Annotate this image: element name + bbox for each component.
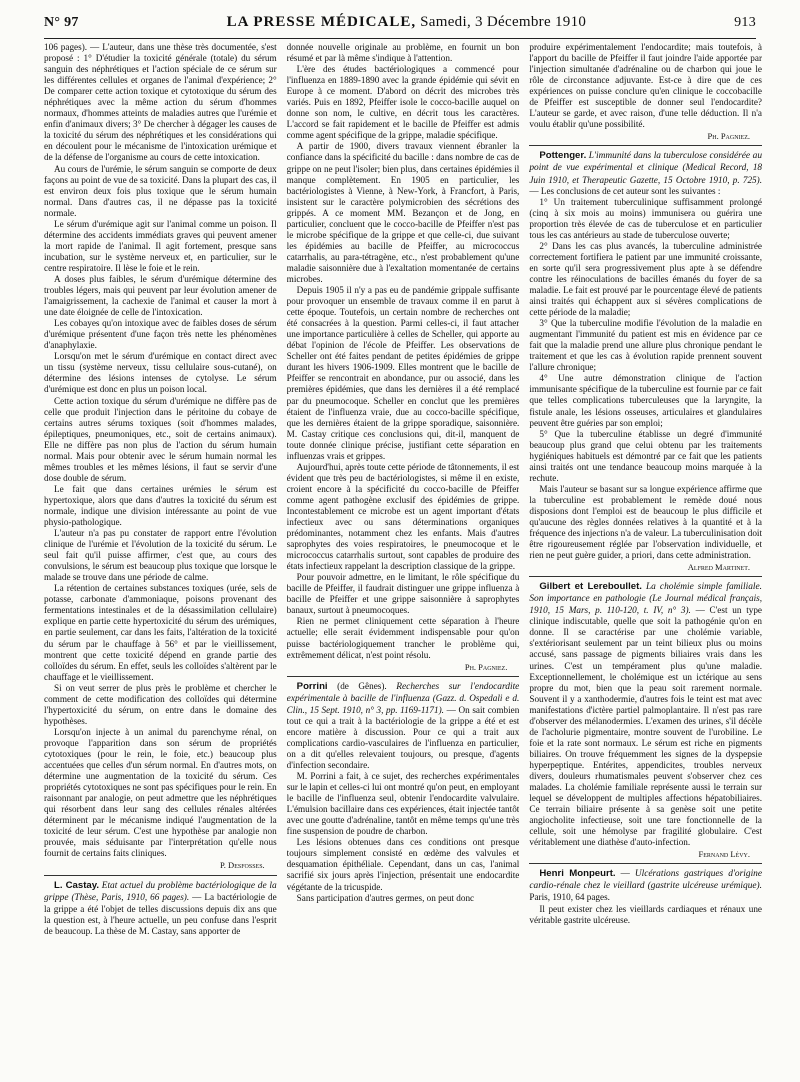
paragraph: Cette action toxique du sérum d'urémique ne diffère pas de celle que produit l'injection dans le péritoine du cobaye de certains autres sérums toxiques (soit d'hommes malades, épileptiques, pneumoniques, etc., soit de certains animaux). Elle ne diffère pas non plus de l'action du sérum humain normal. Mais pour obtenir avec le sérum humain normal les mêmes troubles et les mêmes lésions, il faut se servir d'une dose double de sérum. [44,395,277,483]
paragraph: 5° Que la tuberculine établisse un degré d'immunité beaucoup plus grand que celui obtenu par les traitements hygiéniques habituels est démontré par ce fait que les patients ainsi traités ont une tendance beaucoup moins marquée à la rechute. [529,428,763,483]
column-right [529,42,762,1078]
review-title: La cholémie simple familiale. Son importance en pathologie [529,582,763,605]
paragraph: Si on veut serrer de plus près le problème et chercher le comment de cette modification des colloïdes qui détermine l'hypertoxicité du sérum, on entre dans le domaine des hypothèses. [44,682,277,726]
paragraph: Mais l'auteur se basant sur sa longue expérience affirme que la tuberculine est probablement le remède doué nous disposions dont l'emploi est de beaucoup le plus difficile et qu'aucune des règles données relatives à la quantité et à la fréquence des injections n'a de valeur. La tuberculinisation doit être rigoureusement réglée par l'observation individuelle, et rien ne peut guère guider, a priori, dans cette administration. [529,483,763,561]
issue-number: N° 97 [44,15,79,30]
review-separator [287,676,520,677]
review-title: Recherches sur l'endocardite expérimentale à bacille de l'influenza [286,681,520,704]
review-signature: Alfred Martinet. [687,562,751,573]
review-signature: P. Desfosses. [220,860,265,871]
paragraph: Sans participation d'autres germes, on peut donc [296,892,475,903]
issue-date: Samedi, 3 Décembre 1910 [420,14,587,30]
paragraph: produire expérimentalement l'endocardite; mais toutefois, à l'apport du bacille de Pfeiffer il faut joindre l'aide apportée par l'injection simultanée d'adrénaline ou de charbon qui joue le rôle de circonstance adjuvante. Est-ce à dire que de ces expériences on puisse conclure qu'en clinique le coccobacille de Pfeiffer est susceptible de donner seul l'endocardite? L'auteur se garde, et avec raison, d'une telle déduction. Il n'a voulu établir qu'une possibilité. [529,42,763,130]
review-text: — On sait combien tout ce qui a trait à la bactériologie de la grippe a été et est encore matière à discussion. Pour ce qui a trait aux complications cardio-vasculaires de l'influenza en particulier, on a dit qu'elles relevaient toujours, ou presque, d'agents d'infection secondaire. [286,704,520,770]
review-title: Etat actuel du problème bactériologique de la grippe [44,880,277,903]
paragraph: Aujourd'hui, après toute cette période de tâtonnements, il est évident que très peu de bactériologistes, si même il en existe, croient encore à la spécificité du cocco-bacille de Pfeiffer comme agent pathogène exclusif des épidémies de grippe. Incontestablement ce microbe est un agent important d'états infectieux avec ou sans déterminations organiques prédominantes, notamment chez les enfants. Mais d'autres saprophytes des voies respiratoires, le pneumocoque et le micrococcus catarrhalis surtout, sont capables de produire des états infectieux rappelant la description classique de la grippe. [286,461,520,572]
review-gilbert-lereboullet [529,581,762,848]
review-source: (Medical Record, 18 Juin 1910, et Therapeutic Gazette, 15 Octobre 1910, p. 725). [529,162,763,185]
paragraph: 3° Que la tuberculine modifie l'évolution de la maladie en augmentant l'immunité du patient est mis en évidence par ce fait que la maladie prend une allure plus chronique pendant le traitement et que les cas à évolution rapide prennent souvent l'allure chronique; [529,318,763,373]
review-author: Gilbert et Lereboullet. [539,581,642,593]
review-city: (de Gênes). [337,680,387,691]
review-source: (Le Journal médical français, 1910, 15 Mars, p. 110-120, t. IV, n° 3). [529,593,763,616]
review-separator [529,863,762,864]
page-number: 913 [734,15,756,30]
review-title: L'immunité dans la tuberculose considérée au point de vue expérimental et clinique [529,151,763,174]
paragraph: Les lésions obtenues dans ces conditions ont presque toujours simplement consisté en œdème des valvules et desquamation épithéliale. Cependant, dans un cas, l'animal sacrifié six jours après l'injection, présentait une endocardite végétante de la tricuspide. [286,837,520,892]
review-castay [44,880,277,937]
page-header [44,14,756,36]
review-author: Pottenger. [539,150,587,162]
review-porrini [287,681,520,771]
paragraph: L'auteur n'a pas pu constater de rapport entre l'évolution clinique de l'urémie et l'évolution de la toxicité du sérum. Le seul fait qu'il puisse affirmer, c'est que, au cours des convulsions, le sérum est beaucoup plus toxique que lorsque le malade se trouve dans une période de calme. [44,528,277,583]
review-source: (Thèse, Paris, 1910, 66 pages). [71,891,190,902]
review-separator [529,576,762,577]
review-text: — C'est un type clinique indiscutable, quelle que soit la pathogénie qu'on en donne. Il se caractérise par une cholémie variable, s'extériorisant seulement par un teint bilieux plus ou moins accusé, sans passage de pigments biliaires vrais dans les urines. C'est un tempérament plus qu'une maladie. Exceptionnellement, le cholémique est un ictérique au sens propre du mot, bien que la peau soit rarement normale. Souvent il y a xanthodermie, d'autres fois le teint est mat avec manifestations d'ictère partiel palmoplantaire. Il n'est pas rare d'observer des mélanodermies. L'examen des urines, s'il décèle de l'acholurie pigmentaire, montre souvent de l'urobiline. Le foie et la rate sont normaux. Le sérum est riche en pigments biliaires. On trouve fréquemment les signes de la dyspepsie hyperpeptique. Entérites, appendicites, troubles nerveux divers, douleurs rhumatismales peuvent s'observer chez ces malades. La cholémie familiale représente aussi le terrain sur lequel se développent de multiples affections hépatobiliaires. Ce terrain biliaire présente à sa genèse soit une petite angiocholite infectieuse, soit une tare fonctionnelle de la cellule, soit une hémolyse par fragilité globulaire. C'est véritablement une diathèse d'auto-infection. [529,605,763,848]
review-author: Henri Monpeurt. [539,868,616,880]
paragraph: Il peut exister chez les vieillards cardiaques et rénaux une véritable gastrite ulcéreuse. [529,903,763,925]
review-title: Ulcérations gastriques d'origine cardio-rénale chez le vieillard (gastrite ulcéreuse urémique). [529,869,763,892]
paragraph: 106 pages). — L'auteur, dans une thèse très documentée, s'est proposé : 1° D'étudier la toxicité générale (totale) du sérum sanguin des néphrétiques et l'action spéciale de ce sérum sur les différentes cellules et organes de l'animal d'expérience; 2° De comparer cette action toxique et cytotoxique du sérum des néphrétiques avec la même action du sérum d'hommes normaux, d'hommes atteints de maladies autres que l'urémie et enfin d'animaux divers; 3° De chercher à dégager les causes de la toxicité du sérum des néphrétiques et les considérations qui en découlent pour le mécanisme de l'intoxication urémique et de la défense de l'organisme au cours de cette intoxication. [44,42,277,163]
review-signature: Ph. Pagniez. [707,131,751,142]
paragraph: M. Porrini a fait, à ce sujet, des recherches expérimentales sur le lapin et celles-ci lui ont montré qu'on peut, en employant le bacille de l'influenza seul, obtenir l'endocardite valvulaire. L'émulsion bacillaire dans ces expériences, était injectée tantôt avec une goutte d'adrénaline, tantôt en même temps qu'une très fine suspension de poudre de charbon. [286,771,520,837]
paragraph: La rétention de certaines substances toxiques (urée, sels de potasse, carbonate d'ammoniaque, poisons provenant des fermentations intestinales et de la désassimilation cellulaire) explique en partie cette hypertoxicité du sérum des urémiques, en partie seulement, car dans les faits, l'altération de la toxicité du sérum par le chauffage à 56° et par le vieillissement, montrent que cette toxicité dépend en grande partie des colloïdes du sérum. En effet, seuls les colloïdes s'altèrent par le chauffage et le vieillissement. [44,583,277,682]
review-text: — La bactériologie de la grippe a été l'objet de telles discussions depuis dix ans que la question est, à l'heure actuelle, un peu confuse dans l'esprit de beaucoup. La thèse de M. Castay, sans apporter de [44,891,277,936]
paragraph: Le fait que dans certaines urémies le sérum est hypertoxique, alors que dans d'autres la toxicité du sérum est normale, indique une division intéressante au point de vue physio-pathologique. [44,483,277,528]
review-pottenger [529,150,762,196]
paragraph: 2° Dans les cas plus avancés, la tuberculine administrée correctement fortifiera le patient par une immunité croissante, en sorte qu'il sera progressivement plus apte à se défendre contre les réinoculations de bacilles émanés du foyer de sa maladie. Le fait est prouvé par le pourcentage élevé de patients ainsi traités qui échappent aux si sévères complications de cette période de la maladie; [529,240,763,318]
paragraph: Pour pouvoir admettre, en le limitant, le rôle spécifique du bacille de Pfeiffer, il faudrait distinguer une grippe influenza à bacille de Pfeiffer et une grippe saisonnière à saprophytes banaux, surtout à pneumocoques. [286,572,520,616]
paragraph: Le sérum d'urémique agit sur l'animal comme un poison. Il détermine des accidents immédiats graves qui peuvent amener la mort rapide de l'animal. Il agit fortement, presque sans incubation, sur le système nerveux et, en particulier, sur le centre respiratoire. Il lèse le foie et le rein. [44,218,277,273]
review-separator [529,145,762,146]
paragraph: 1° Un traitement tuberculinique suffisamment prolongé (cinq à six mois au moins) immunisera ou guérira une proportion très élevée de cas de tuberculose et en particulier tous les cas antérieurs au stade de tuberculose ouverte; [529,196,763,240]
paragraph: Les cobayes qu'on intoxique avec de faibles doses de sérum d'urémique présentent d'une façon très nette les phénomènes d'anaphylaxie. [44,318,277,351]
paragraph: L'ère des études bactériologiques a commencé pour l'influenza en 1889-1890 avec la grande épidémie qui sévit en Europe à ce moment. D'abord on décrit des microbes très variés. Puis en 1892, Pfeiffer isole le cocco-bacille auquel on donne son nom, le cultive, en décrit tous les caractères. L'accord se fait rapidement et le bacille de Pfeiffer est admis comme agent spécifique de la grippe, maladie spécifique. [286,64,520,141]
review-separator [44,875,277,876]
article-columns [44,42,762,1078]
header-rule [44,38,756,39]
paragraph: A partir de 1900, divers travaux viennent ébranler la confiance dans la spécificité du bacille : dans nombre de cas de grippe on ne peut l'isoler; bien plus, dans certaines épidémies il manque complètement. En 1905 en particulier, les bactériologistes à Vienne, à New-York, à Francfort, à Paris, insistent sur le caractère polymicrobien des sécrétions des grippés. A ce moment MM. Bezançon et de Jong, en particulier, concluent que le cocco-bacille de Pfeiffer n'est pas le microbe spécifique de la grippe et que celle-ci, due suivant les épidémies au bacille de Pfeiffer, au micrococcus catarrhalis, au para-tétragène, etc., n'est probablement qu'une maladie saisonnière due à l'exaltation momentanée de certains microbes. [286,141,520,284]
review-author: Porrini [296,680,328,692]
paragraph: Depuis 1905 il n'y a pas eu de pandémie grippale suffisante pour provoquer un ensemble de travaux comme il en parut à cette époque. Toutefois, un certain nombre de recherches ont été consacrées à la question. Parmi celles-ci, il faut attacher une importance particulière à celles de Scheller, qui apporte au débat l'opinion de l'école de Pfeiffer. Les observations de Scheller ont été faites pendant de petites épidémies de grippe durant les hivers 1906-1909. Elles montrent que le bacille de Pfeiffer se rencontrait en abondance, pur ou associé, dans les premières épidémies, que dans les dernières il a été remplacé par du pneumocoque. Scheller en conclut que les premières étaient de l'influenza vraie, due au cocco-bacille spécifique, que les dernières étaient de la grippe sporadique, saisonnière. M. Castay critique ces conclusions qui, dit-il, manquent de toute donnée clinique précise, justifiant cette séparation en influenzas vrais et grippes. [286,285,520,461]
paragraph: Lorsqu'on met le sérum d'urémique en contact direct avec un tissu (système nerveux, tissu cellulaire sous-cutané), on détermine des lésions intenses de cytolyse. Le sérum d'urémique est donc en plus un poison local. [44,351,277,395]
paragraph: 4° Une autre démonstration clinique de l'action immunisante spécifique de la tuberculine est fournie par ce fait que telles complications tuberculeuses que la laryngite, la fistule anale, les lésions osseuses, articulaires et glandulaires peuvent être guéries par son emploi; [529,373,763,428]
review-text: — Les conclusions de cet auteur sont les suivantes : [529,185,721,196]
column-left [44,42,277,1078]
review-source: Paris, 1910, 64 pages. [529,892,610,903]
review-source: (Gazz. d. Ospedali e d. Clin., 15 Sept. 1910, n° 3, pp. 1169-1171). [286,692,520,715]
paragraph: A doses plus faibles, le sérum d'urémique détermine des troubles légers, mais qui peuvent par leur évolution amener de l'amaigrissement, la cachexie de l'animal et causer la mort à une date éloignée de celle de l'intoxication. [44,273,277,318]
journal-name: LA PRESSE MÉDICALE, [226,14,417,30]
paragraph: Lorsqu'on injecte à un animal du parenchyme rénal, on provoque l'apparition dans son sérum de propriétés cytotoxiques (pour le rein, le foie, etc.) beaucoup plus accentuées que celles d'un sérum normal. En d'autres mots, on détermine une augmentation de la toxicité du sérum. Ces propriétés cytotoxiques ne sont pas spécifiques pour le rein. En raisonnant par analogie, on peut admettre que les néphrétiques qui résorbent dans leur sang des cellules rénales altérées déterminent par le mécanisme indiqué l'augmentation de la toxicité de leur sérum. C'est une hypothèse par analogie non prouvée, mais séduisante par l'interprétation qu'elle nous fournit de certains faits cliniques. [44,726,277,859]
review-author: L. Castay. [54,879,100,891]
review-signature: Fernand Lévy. [698,849,751,860]
running-title [227,14,587,31]
paragraph: donnée nouvelle originale au problème, en fournit un bon résumé et par là même s'indique à l'attention. [286,42,520,64]
paragraph: Au cours de l'urémie, le sérum sanguin se comporte de deux façons au point de vue de sa toxicité. Dans la plupart des cas, il est environ deux fois plus toxique que le sérum humain normal. Dans d'autres cas, il ne dépasse pas la toxicité normale. [44,163,277,218]
paragraph: Rien ne permet cliniquement cette séparation à l'heure actuelle; elle serait évidemment indispensable pour qu'on puisse bactériologiquement trancher le problème qui, extrêmement délicat, n'est point résolu. [286,616,520,660]
column-middle [287,42,520,1078]
review-monpeurt: Henri Monpeurt. — Ulcérations gastriques d'origine cardio-rénale chez le vieillard (gastrite ulcéreuse urémique). Paris, 1910, 64 pages. [529,868,763,903]
review-signature: Ph. Pagniez. [464,661,508,672]
